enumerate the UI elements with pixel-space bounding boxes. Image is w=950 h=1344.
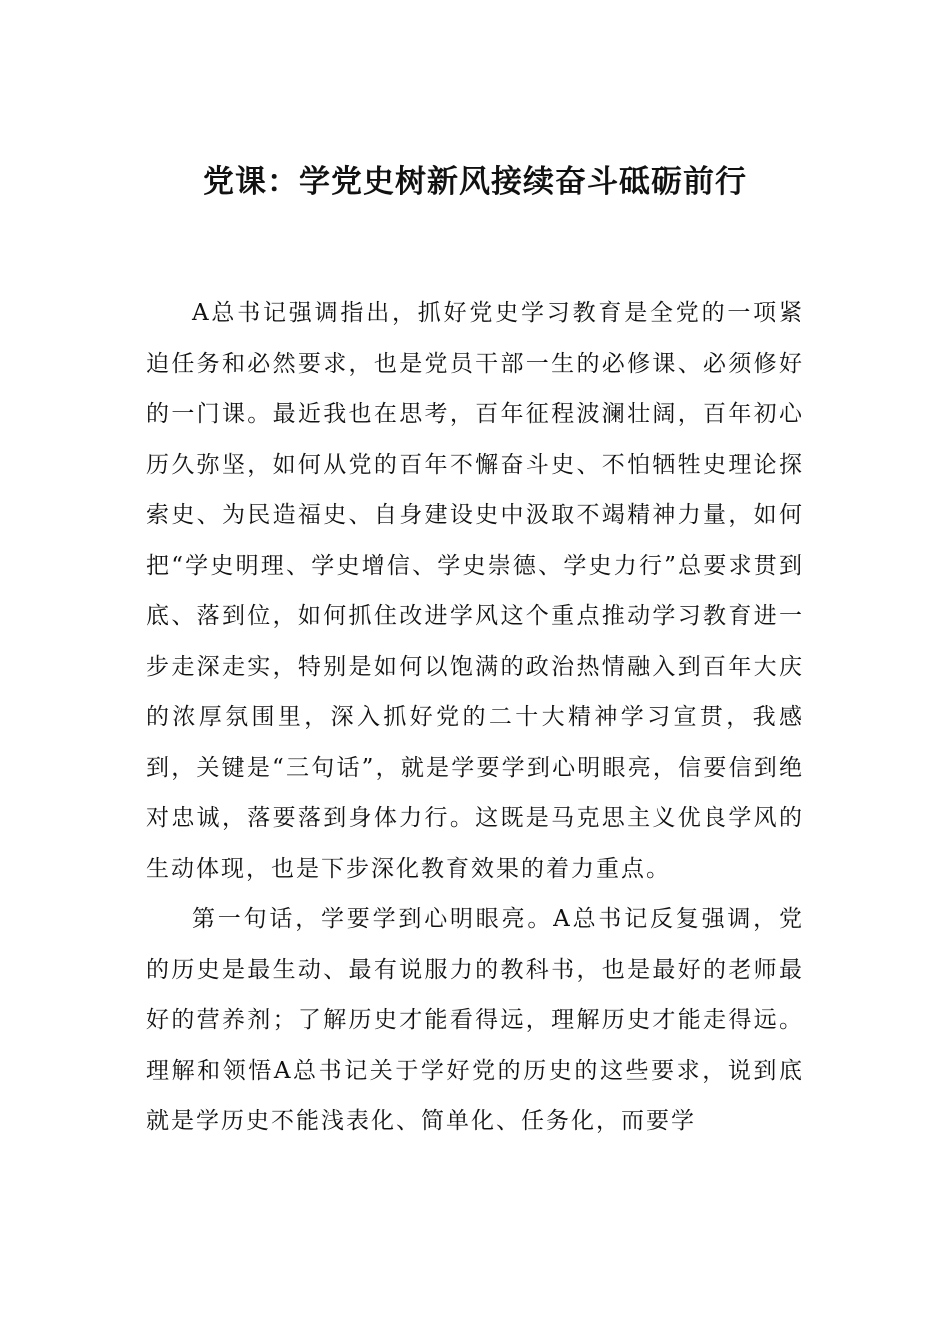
paragraph-1: A总书记强调指出，抓好党史学习教育是全党的一项紧迫任务和必然要求，也是党员干部一生的必修课、必须修好的一门课。最近我也在思考，百年征程波澜壮阔，百年初心历久弥坚，如何从党的百年不懈奋斗史、不怕牺牲史理论探索史、为民造福史、自身建设史中汲取不竭精神力量，如何把“学史明理、学史增信、学史崇德、学史力行”总要求贯到底、落到位，如何抓住改进学风这个重点推动学习教育进一步走深走实，特别是如何以饱满的政治热情融入到百年大庆的浓厚氛围里，深入抓好党的二十大精神学习宣贯，我感到，关键是“三句话”，就是学要学到心明眼亮，信要信到绝对忠诚，落要落到身体力行。这既是马克思主义优良学风的生动体现，也是下步深化教育效果的着力重点。 [146, 300, 804, 882]
document-title: 党课：学党史树新风接续奋斗砥砺前行 [203, 164, 747, 200]
document-body [146, 288, 804, 1147]
paragraph-2: 第一句话，学要学到心明眼亮。A总书记反复强调，党的历史是最生动、最有说服力的教科书，也是最好的老师最好的营养剂；了解历史才能看得远，理解历史才能走得远。理解和领悟A总书记关于学好党的历史的这些要求，说到底就是学历史不能浅表化、简单化、任务化，而要学 [146, 906, 804, 1134]
